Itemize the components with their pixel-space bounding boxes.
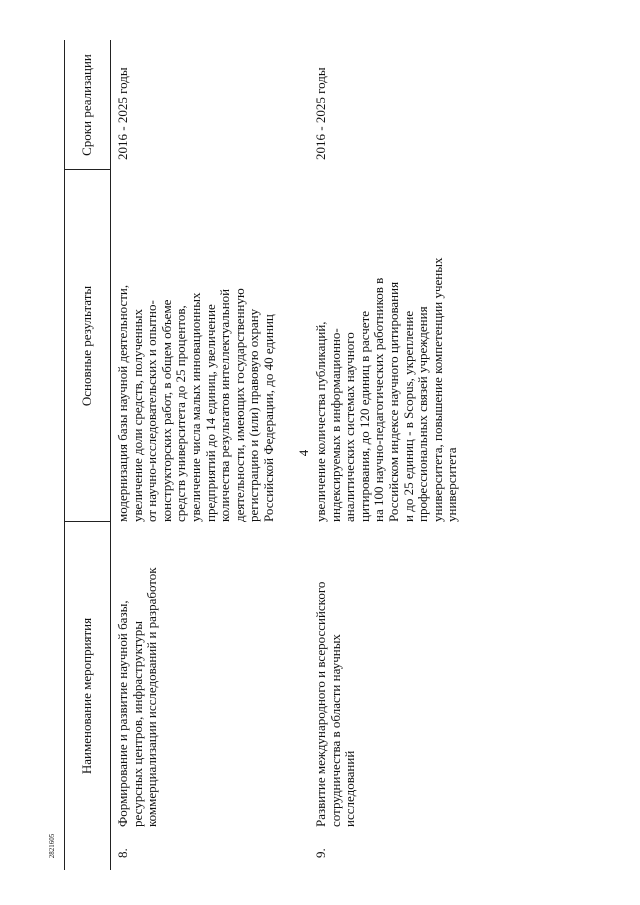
row-number: 9. xyxy=(313,848,328,858)
header-name: Наименование мероприятия xyxy=(79,617,95,775)
row-results: модернизация базы научной деятельности, увеличение доли средств, полученных от научно-исследовательских и опытно- конструкторских работ, в общем объеме средств университета до 25 процентов, увеличение числа малых инновационных предприятий до 14 единиц, увеличение количества результатов интеллектуальной деятельности, имеющих государственную регистрацию и (или) правовую охрану Российской Федерации, до 40 единиц xyxy=(115,284,276,522)
activities-table xyxy=(64,40,504,870)
header-terms: Сроки реализации xyxy=(79,54,95,156)
page-number: 4 xyxy=(296,449,311,457)
row-terms: 2016 - 2025 годы xyxy=(313,67,328,160)
row-activity-name: Развитие международного и всероссийского сотрудничества в области научных исследований xyxy=(313,581,358,827)
row-number: 8. xyxy=(115,848,130,858)
row-activity-name: Формирование и развитие научной базы, ресурсных центров, инфраструктуры коммерциализации исследований и разработок xyxy=(115,567,160,827)
row-terms: 2016 - 2025 годы xyxy=(115,67,130,160)
rotated-table-wrapper xyxy=(64,40,504,870)
row-results: увеличение количества публикаций, индексируемых в информационно- аналитических системах научного цитирования, до 120 единиц в расчете на 100 научно-педагогических работников в Российском индексе научного цитирования и до 25 единиц - в Scopus, укрепление профессиональных связей учреждения университета, повышение компетенции ученых университета xyxy=(313,257,460,522)
header-results: Основные результаты xyxy=(79,285,95,407)
document-code: 2821605 xyxy=(48,833,56,859)
header-bottom-border xyxy=(110,40,111,870)
